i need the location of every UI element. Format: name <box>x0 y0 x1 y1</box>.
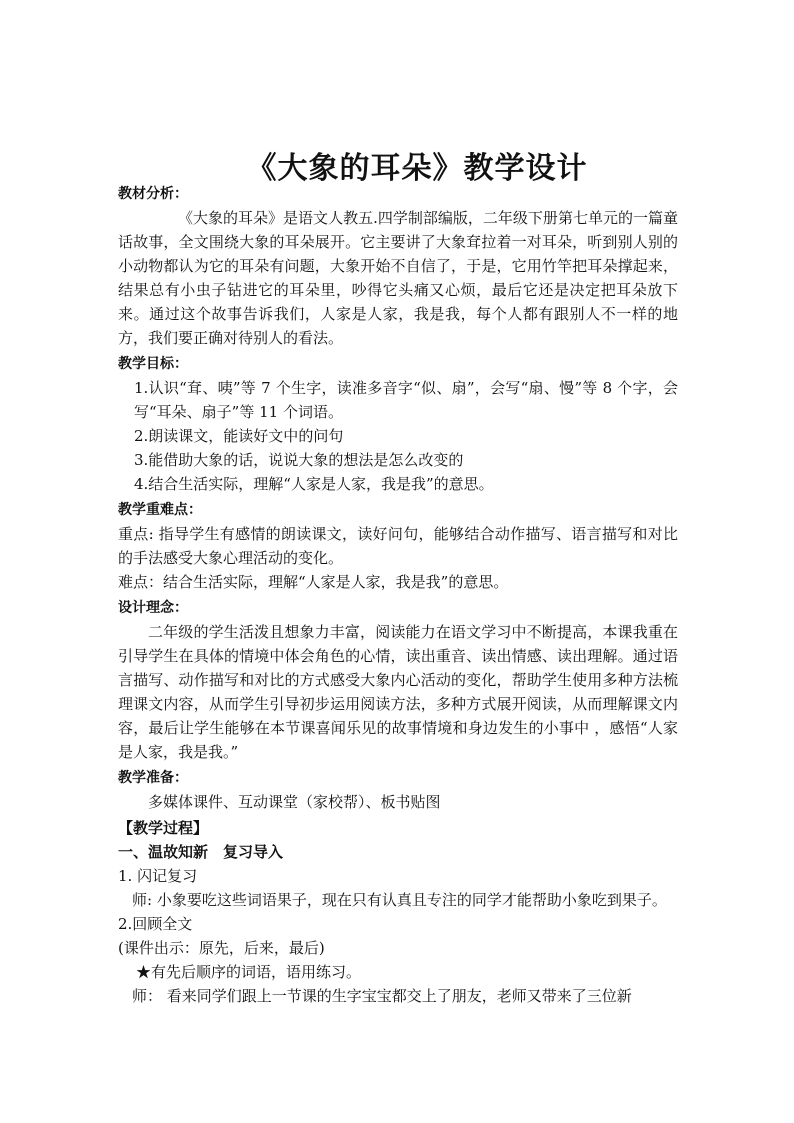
process-part-1: 一、温故知新 复习导入 <box>118 843 284 861</box>
goal-item-3: 3.能借助大象的话，说说大象的想法是怎么改变的 <box>134 451 464 469</box>
goal-item-2: 2.朗读课文，能读好文中的问句 <box>134 427 344 445</box>
goal-item-1: 1.认识“耷、咦”等 7 个生字，读准多音字“似、扇”，会写“扇、慢”等 8 个字，会写“耳朵、扇子”等 11 个词语。 <box>134 379 678 421</box>
goal-item-4: 4.结合生活实际，理解“人家是人家，我是我”的意思。 <box>134 475 494 493</box>
concept-paragraph: 二年级的学生活泼且想象力丰富，阅读能力在语文学习中不断提高，本课我重在引导学生在具体的情境中体会角色的心情，读出重音、读出情感、读出理解。通过语言描写、动作描写和对比的方式感受大象内心活动的变化，帮助学生使用多种方法梳理课文内容，从而学生引导初步运用阅读方法，多种方式展开阅读，从而理解课文内容，最后让学生能够在本节课喜闻乐见的故事情境和身边发生的小事中 ，感悟“人家是人家，我是我。” <box>118 623 678 761</box>
prep-paragraph: 多媒体课件、互动课堂（家校帮）、板书贴图 <box>148 793 441 811</box>
difficulty-paragraph: 难点：结合生活实际，理解“人家是人家，我是我”的意思。 <box>118 573 509 591</box>
key-points-heading: 教学重难点： <box>118 502 202 518</box>
process-step-1-text: 师: 小象要吃这些词语果子，现在只有认真且专注的同学才能帮助小象吃到果子。 <box>132 891 667 909</box>
process-heading: 【教学过程】 <box>118 819 209 837</box>
concept-heading: 设计理念： <box>118 600 188 616</box>
prep-heading: 教学准备： <box>118 770 188 786</box>
focus-paragraph: 重点: 指导学生有感情的朗读课文，读好问句，能够结合动作描写、语言描写和对比的手法感受大象心理活动的变化。 <box>118 525 678 567</box>
goals-heading: 教学目标： <box>118 356 188 372</box>
document-title: 《大象的耳朵》教学设计 <box>246 151 588 186</box>
process-step-2-teacher: 师： 看来同学们跟上一节课的生字宝宝都交上了朋友，老师又带来了三位新 <box>132 987 632 1005</box>
process-step-1: 1. 闪记复习 <box>118 867 198 885</box>
process-step-2-courseware: (课件出示：原先，后来，最后) <box>118 939 325 957</box>
process-step-2: 2.回顾全文 <box>118 915 193 933</box>
material-heading: 教材分析： <box>118 186 188 202</box>
material-paragraph: 《大象的耳朵》是语文人教五.四学制部编版，二年级下册第七单元的一篇童话故事，全文围绕大象的耳朵展开。它主要讲了大象耷拉着一对耳朵，听到别人别的小动物都认为它的耳朵有问题，大象开始不自信了，于是，它用竹竿把耳朵撑起来，结果总有小虫子钻进它的耳朵里，吵得它头痛又心烦，最后它还是决定把耳朵放下来。通过这个故事告诉我们，人家是人家，我是我，每个人都有跟别人不一样的地方，我们要正确对待别人的看法。 <box>118 209 678 347</box>
document-body <box>118 182 678 1008</box>
process-step-2-star: ★有先后顺序的词语，语用练习。 <box>136 963 362 981</box>
